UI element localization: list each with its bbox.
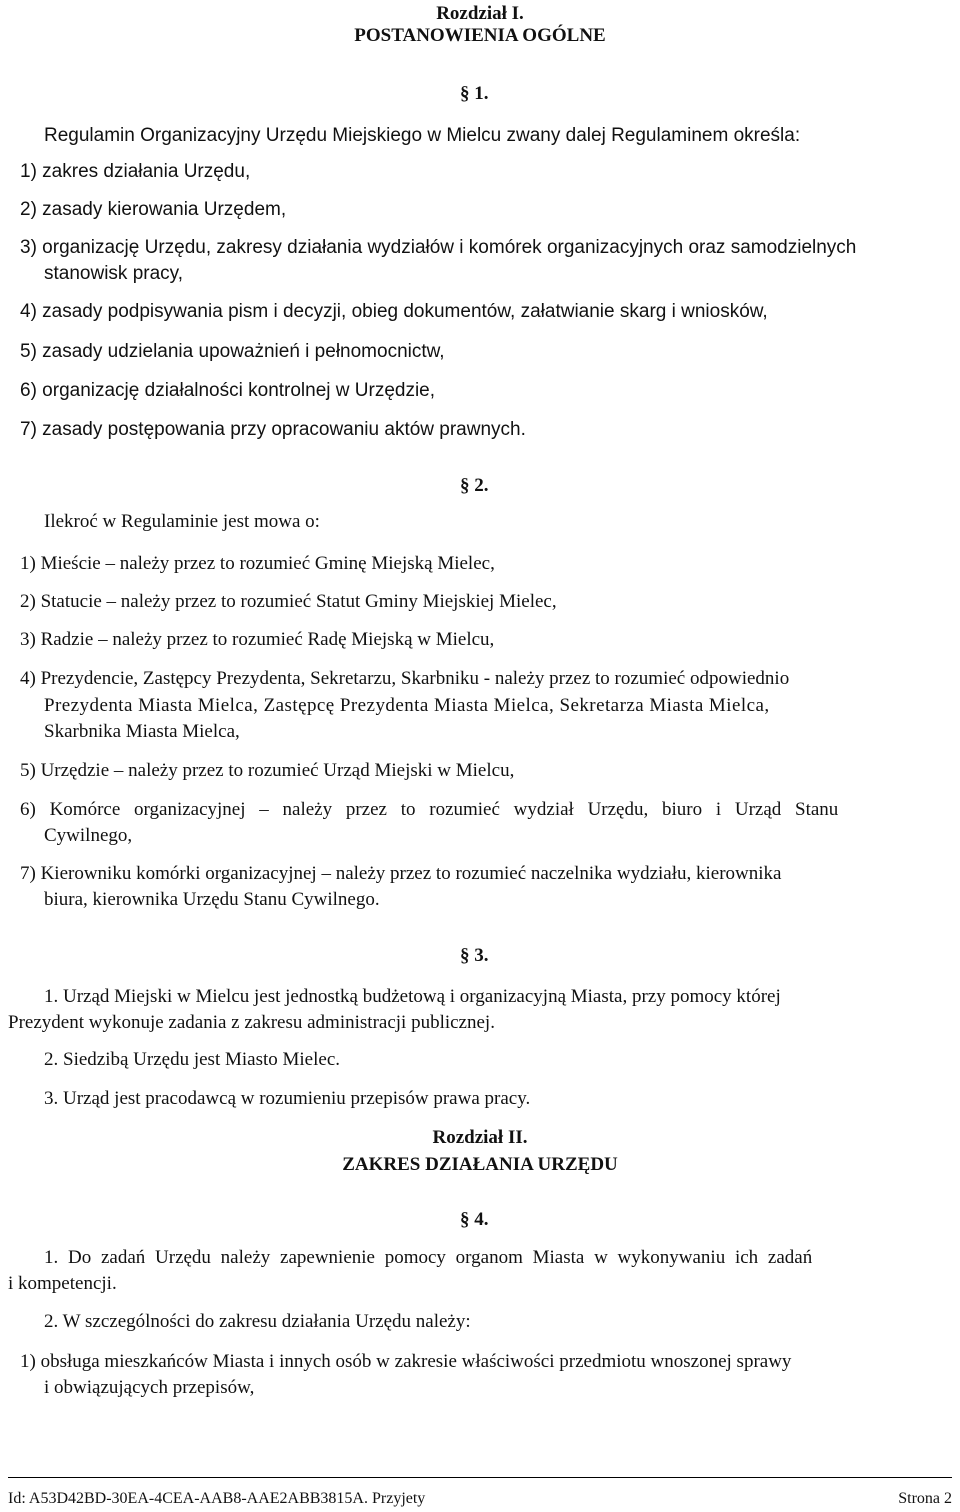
footer-page-number: Strona 2 [898, 1490, 952, 1507]
par1-item: 3) organizację Urzędu, zakresy działania wydziałów i komórek organizacyjnych oraz samodzielnych [20, 237, 857, 258]
paragraph-heading-2: § 2. [460, 475, 489, 496]
par2-item: 5) Urzędzie – należy przez to rozumieć Urząd Miejski w Mielcu, [20, 760, 515, 781]
par2-item-continuation: Prezydenta Miasta Mielca, Zastępcę Prezydenta Miasta Mielca, Sekretarza Miasta Mielca, [44, 695, 770, 716]
par1-item: 4) zasady podpisywania pism i decyzji, obieg dokumentów, załatwianie skarg i wniosków, [20, 301, 768, 322]
par4-item-continuation: i obwiązujących przepisów, [44, 1377, 255, 1398]
par1-intro: Regulamin Organizacyjny Urzędu Miejskiego w Mielcu zwany dalej Regulaminem określa: [44, 125, 801, 146]
section-sign-icon: § [460, 475, 470, 496]
paragraph-heading-4: § 4. [460, 1209, 489, 1230]
par1-item: 5) zasady udzielania upoważnień i pełnomocnictw, [20, 341, 445, 362]
section-sign-icon: § [460, 83, 470, 104]
par2-item: 7) Kierowniku komórki organizacyjnej – należy przez to rozumieć naczelnika wydziału, kierownika [20, 863, 782, 884]
par3-item: 1. Urząd Miejski w Mielcu jest jednostką budżetową i organizacyjną Miasta, przy pomocy której [44, 986, 781, 1007]
chapter-title: Rozdział I. [436, 3, 524, 24]
par2-item: 6) Komórce organizacyjnej – należy przez to rozumieć wydział Urzędu, biuro i Urząd Stanu [20, 799, 839, 820]
par2-intro: Ilekroć w Regulaminie jest mowa o: [44, 511, 320, 532]
par2-item-continuation: Skarbnika Miasta Mielca, [44, 721, 240, 742]
par2-item-continuation: Cywilnego, [44, 825, 133, 846]
par2-item: 3) Radzie – należy przez to rozumieć Radę Miejską w Mielcu, [20, 629, 495, 650]
par1-item: 1) zakres działania Urzędu, [20, 161, 251, 182]
par4-item-continuation: i kompetencji. [8, 1273, 117, 1294]
par1-item: 7) zasady postępowania przy opracowaniu aktów prawnych. [20, 419, 526, 440]
section-sign-icon: § [460, 945, 470, 966]
footer-id: Id: A53D42BD-30EA-4CEA-AAB8-AAE2ABB3815A. Przyjety [8, 1490, 426, 1507]
par1-item-continuation: stanowisk pracy, [44, 263, 184, 284]
chapter-subtitle: ZAKRES DZIAŁANIA URZĘDU [342, 1154, 618, 1175]
par3-item-continuation: Prezydent wykonuje zadania z zakresu administracji publicznej. [8, 1012, 495, 1033]
par4-item: 1) obsługa mieszkańców Miasta i innych osób w zakresie właściwości przedmiotu wnoszonej sprawy [20, 1351, 792, 1372]
chapter-title: Rozdział II. [432, 1127, 528, 1148]
footer-divider [8, 1477, 952, 1478]
par3-item: 2. Siedzibą Urzędu jest Miasto Mielec. [44, 1049, 341, 1070]
par2-item-continuation: biura, kierownika Urzędu Stanu Cywilnego. [44, 889, 380, 910]
par1-item: 2) zasady kierowania Urzędem, [20, 199, 287, 220]
par3-item: 3. Urząd jest pracodawcą w rozumieniu przepisów prawa pracy. [44, 1088, 531, 1109]
par1-item: 6) organizację działalności kontrolnej w Urzędzie, [20, 380, 436, 401]
par2-item: 4) Prezydencie, Zastępcy Prezydenta, Sekretarzu, Skarbniku - należy przez to rozumieć odpowiednio [20, 668, 790, 689]
par2-item: 1) Mieście – należy przez to rozumieć Gminę Miejską Mielec, [20, 553, 495, 574]
section-sign-icon: § [460, 1209, 470, 1230]
paragraph-heading-3: § 3. [460, 945, 489, 966]
chapter-subtitle: POSTANOWIENIA OGÓLNE [354, 25, 606, 46]
par4-item: 2. W szczególności do zakresu działania Urzędu należy: [44, 1311, 471, 1332]
paragraph-heading-1: § 1. [460, 83, 489, 104]
par4-item: 1. Do zadań Urzędu należy zapewnienie pomocy organom Miasta w wykonywaniu ich zadań [44, 1247, 813, 1268]
par2-item: 2) Statucie – należy przez to rozumieć Statut Gminy Miejskiej Mielec, [20, 591, 557, 612]
